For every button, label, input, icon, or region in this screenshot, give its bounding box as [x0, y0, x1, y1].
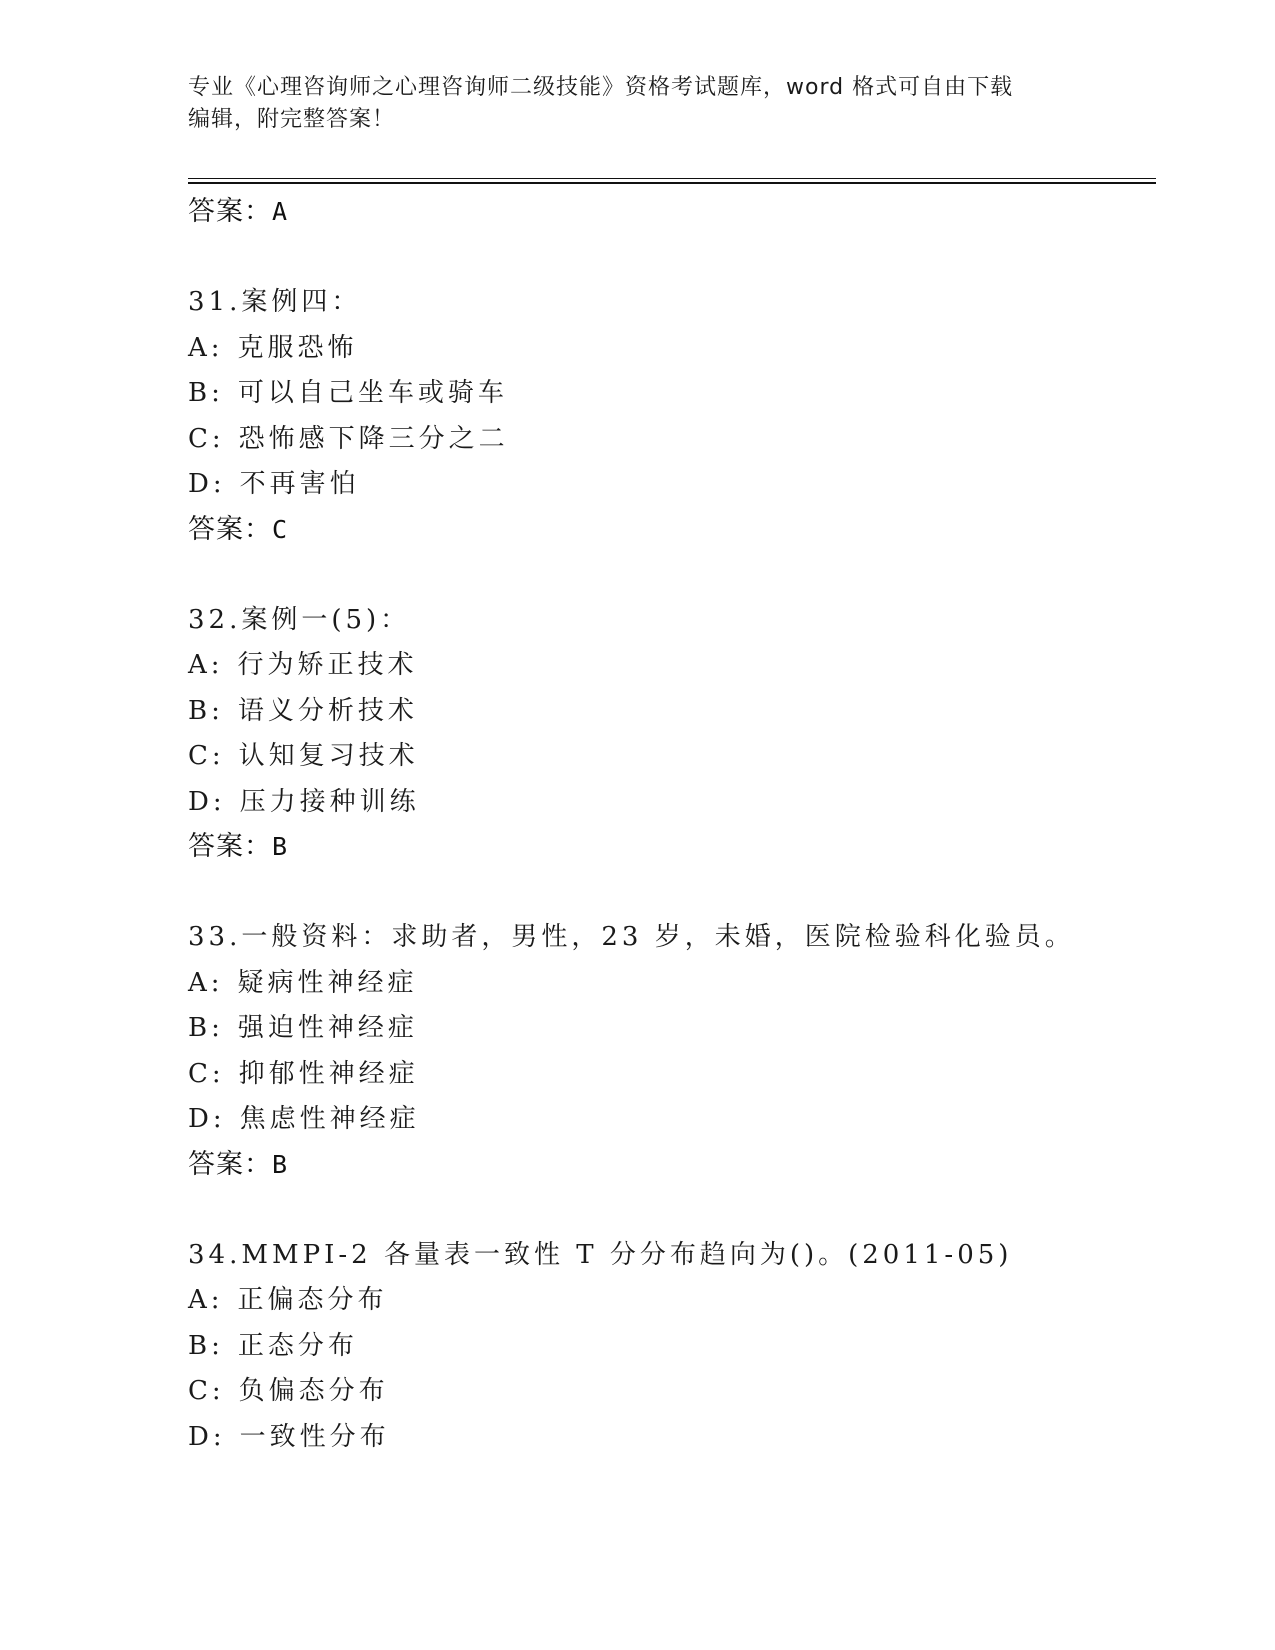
- option-b: [188, 371, 1156, 417]
- option-letter: A:: [188, 650, 224, 680]
- document-header: [188, 72, 1068, 136]
- option-letter: A:: [188, 967, 224, 998]
- option-letter: D:: [188, 1104, 226, 1134]
- answer-key: B: [272, 832, 289, 861]
- option-letter: D:: [188, 469, 226, 499]
- question-33: [188, 915, 1156, 1187]
- option-c: [188, 734, 1156, 780]
- header-line-2: 编辑，附完整答案！: [188, 107, 396, 132]
- option-b: [188, 1324, 1156, 1370]
- option-letter: B:: [188, 1330, 224, 1361]
- option-letter: B:: [188, 695, 224, 726]
- option-letter: C:: [188, 423, 225, 454]
- option-letter: D:: [188, 786, 226, 817]
- answer-label: 答案：: [188, 513, 272, 545]
- option-text: 焦虑性神经症: [239, 1104, 420, 1134]
- header-line-1: 专业《心理咨询师之心理咨询师二级技能》资格考试题库，word 格式可自由下载: [188, 75, 1014, 100]
- question-answer: [188, 825, 1156, 869]
- option-letter: A:: [188, 332, 224, 363]
- question-stem: 31.案例四：: [188, 287, 362, 317]
- question-answer: [188, 1143, 1156, 1187]
- option-c: [188, 1052, 1156, 1098]
- option-text: 正态分布: [237, 1330, 358, 1361]
- header-divider-thin: [188, 178, 1156, 179]
- option-d: [188, 1097, 1156, 1143]
- option-a: [188, 643, 1156, 689]
- option-text: 恐怖感下降三分之二: [238, 423, 509, 454]
- option-letter: B:: [188, 378, 224, 408]
- option-d: [188, 780, 1156, 826]
- option-text: 强迫性神经症: [237, 1013, 418, 1043]
- question-answer: [188, 508, 1156, 552]
- option-b: [188, 689, 1156, 735]
- answer-label: 答案：: [188, 196, 272, 227]
- option-a: [188, 961, 1156, 1007]
- answer-label: 答案：: [188, 831, 272, 862]
- question-31: [188, 280, 1156, 552]
- question-34: [188, 1233, 1156, 1461]
- answer-key: B: [272, 1149, 289, 1179]
- option-text: 可以自己坐车或骑车: [237, 378, 508, 408]
- answer-label: 答案：: [188, 1148, 272, 1180]
- question-stem: 33.一般资料：求助者，男性，23 岁，未婚，医院检验科化验员。: [188, 922, 1075, 952]
- option-text: 负偏态分布: [238, 1376, 389, 1406]
- question-32: [188, 598, 1156, 870]
- option-letter: D:: [188, 1421, 226, 1452]
- option-text: 不再害怕: [239, 469, 360, 499]
- option-text: 正偏态分布: [237, 1285, 388, 1315]
- option-text: 疑病性神经症: [237, 967, 418, 998]
- option-c: [188, 1369, 1156, 1415]
- option-text: 行为矫正技术: [237, 650, 418, 680]
- option-text: 语义分析技术: [237, 695, 418, 726]
- option-text: 认知复习技术: [238, 741, 419, 771]
- question-list: [188, 190, 1156, 1460]
- option-letter: C:: [188, 1058, 225, 1089]
- option-d: [188, 462, 1156, 508]
- option-text: 压力接种训练: [239, 786, 420, 817]
- header-divider-thick: [188, 182, 1156, 184]
- option-text: 一致性分布: [239, 1421, 390, 1452]
- question-stem: 32.案例一(5)：: [188, 604, 411, 635]
- option-letter: B:: [188, 1013, 224, 1043]
- option-letter: A:: [188, 1285, 224, 1315]
- option-a: [188, 1278, 1156, 1324]
- option-d: [188, 1415, 1156, 1461]
- answer-key: C: [272, 514, 289, 544]
- question-stem: 34.MMPI-2 各量表一致性 T 分分布趋向为()。(2011-05): [188, 1239, 1013, 1270]
- previous-answer: [188, 190, 1156, 234]
- option-letter: C:: [188, 1376, 225, 1406]
- option-b: [188, 1006, 1156, 1052]
- option-text: 克服恐怖: [237, 332, 358, 363]
- answer-key: A: [272, 197, 289, 226]
- option-text: 抑郁性神经症: [238, 1058, 419, 1089]
- option-a: [188, 326, 1156, 372]
- option-c: [188, 417, 1156, 463]
- option-letter: C:: [188, 741, 225, 771]
